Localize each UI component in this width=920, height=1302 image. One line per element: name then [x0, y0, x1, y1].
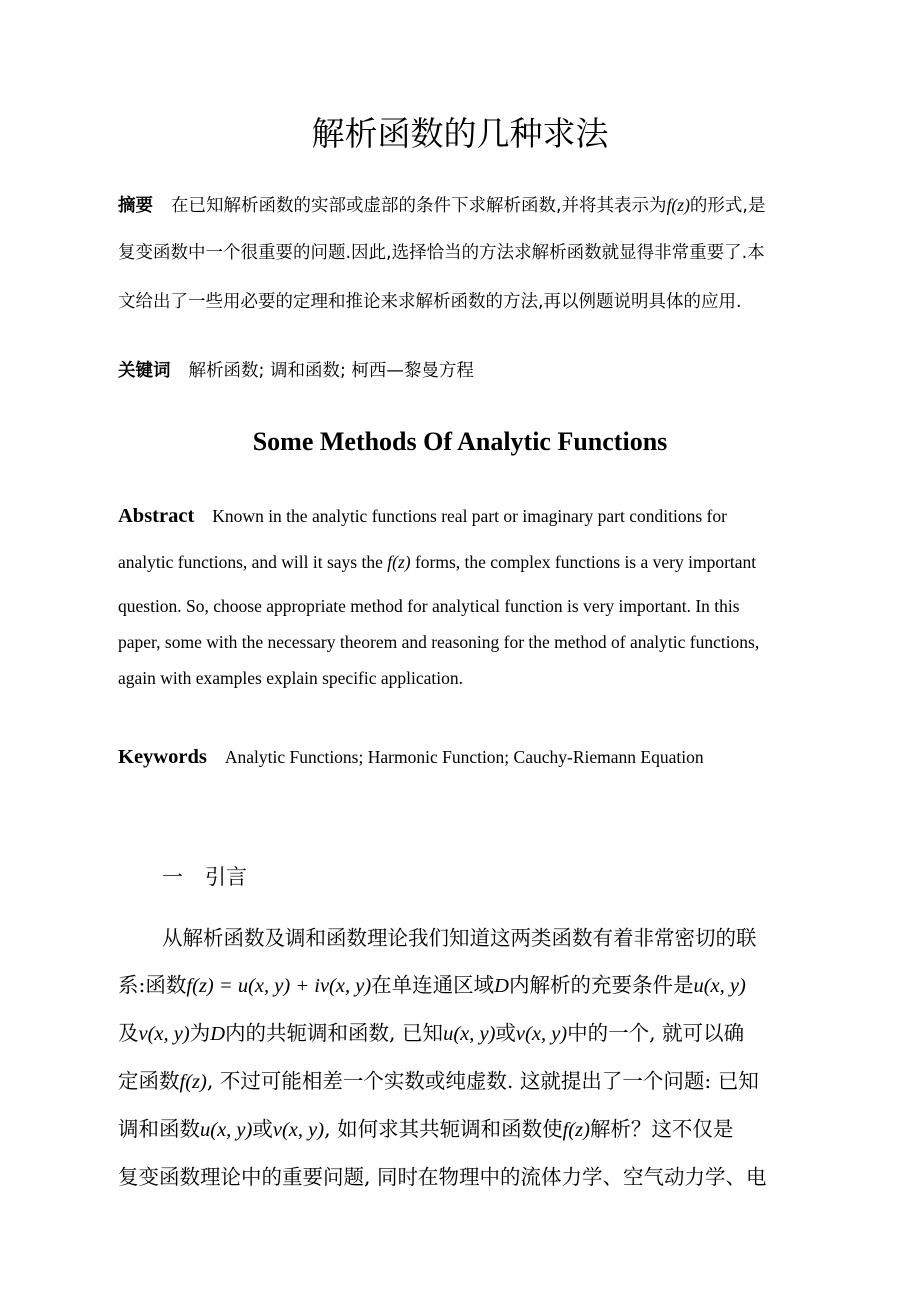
math-uxy: u(x, y) [693, 975, 746, 997]
intro-text: 定函数 [118, 1069, 180, 1093]
intro-text: 内的共轭调和函数, 已知 [225, 1021, 444, 1045]
intro-text: 中的一个, 就可以确 [567, 1021, 745, 1045]
math-formula: f(z) = u(x, y) + iv(x, y) [186, 975, 372, 997]
abstract-en-line-1 [118, 503, 727, 529]
abstract-en-text: Known in the analytic functions real part or imaginary part conditions for [212, 506, 727, 526]
intro-text: 及 [118, 1021, 139, 1045]
math-fz: f(z) [387, 552, 411, 572]
keywords-cn-text: 解析函数; 调和函数; 柯西—黎曼方程 [188, 361, 474, 381]
intro-text: 为 [189, 1021, 211, 1045]
intro-line-3 [118, 1017, 744, 1050]
math-uxy: u(x, y) [443, 1023, 496, 1045]
abstract-en-line-3: question. So, choose appropriate method for analytical function is very important. In this [118, 596, 740, 616]
intro-line-4 [118, 1065, 759, 1098]
keywords-cn [118, 358, 474, 384]
keywords-en-text: Analytic Functions; Harmonic Function; Cauchy-Riemann Equation [224, 747, 704, 767]
title-english: Some Methods Of Analytic Functions [252, 427, 668, 456]
intro-text: 解析？这不仅是 [589, 1117, 734, 1141]
intro-text: , 如何求其共轭调和函数使 [324, 1117, 563, 1141]
section-heading [162, 862, 247, 892]
math-vxy: v(x, y) [138, 1023, 190, 1045]
math-D: D [210, 1023, 226, 1045]
abstract-en-text: forms, the complex functions is a very important [414, 552, 757, 572]
abstract-en-text: analytic functions, and will it says the [118, 552, 383, 572]
math-fz: f(z) [562, 1119, 590, 1141]
math-vxy: v(x, y) [515, 1023, 568, 1045]
math-fz: f(z) [666, 195, 690, 215]
intro-text: 在单连通区域 [371, 973, 495, 997]
intro-line-6: 复变函数理论中的重要问题, 同时在物理中的流体力学、空气动力学、电 [118, 1165, 767, 1189]
abstract-en-line-2 [118, 549, 756, 575]
keywords-en-label: Keywords [118, 746, 207, 768]
intro-line-2 [118, 969, 746, 1002]
abstract-cn-label: 摘要 [118, 196, 153, 216]
title-chinese: 解析函数的几种求法 [311, 114, 609, 153]
intro-text: 或 [252, 1117, 273, 1141]
abstract-cn-text: 的形式,是 [689, 196, 766, 216]
abstract-cn-line-1 [118, 192, 765, 219]
intro-text: 内解析的充要条件是 [508, 973, 694, 997]
intro-text: 系:函数 [118, 973, 187, 997]
math-fz: f(z) [179, 1071, 207, 1093]
math-vxy: v(x, y) [272, 1119, 325, 1141]
intro-text: , 不过可能相差一个实数或纯虚数. 这就提出了一个问题: 已知 [206, 1069, 759, 1093]
abstract-cn-text: 在已知解析函数的实部或虚部的条件下求解析函数,并将其表示为 [171, 196, 667, 216]
section-number: 一 [162, 865, 183, 889]
intro-line-1: 从解析函数及调和函数理论我们知道这两类函数有着非常密切的联 [162, 926, 757, 950]
abstract-cn-line-2: 复变函数中一个很重要的问题.因此,选择恰当的方法求解析函数就显得非常重要了.本 [118, 243, 765, 263]
section-title: 引言 [205, 865, 247, 889]
abstract-en-line-4: paper, some with the necessary theorem and reasoning for the method of analytic functions, [118, 632, 760, 652]
abstract-en-line-5: again with examples explain specific application. [118, 668, 464, 688]
math-uxy: u(x, y) [200, 1119, 253, 1141]
keywords-cn-label: 关键词 [118, 361, 171, 381]
intro-line-5 [118, 1113, 733, 1146]
intro-text: 或 [495, 1021, 516, 1045]
intro-text: 调和函数 [118, 1117, 200, 1141]
abstract-cn-line-3: 文给出了一些用必要的定理和推论来求解析函数的方法,再以例题说明具体的应用. [118, 292, 742, 312]
math-D: D [494, 975, 509, 997]
abstract-en-label: Abstract [118, 505, 195, 527]
keywords-en [118, 744, 704, 770]
